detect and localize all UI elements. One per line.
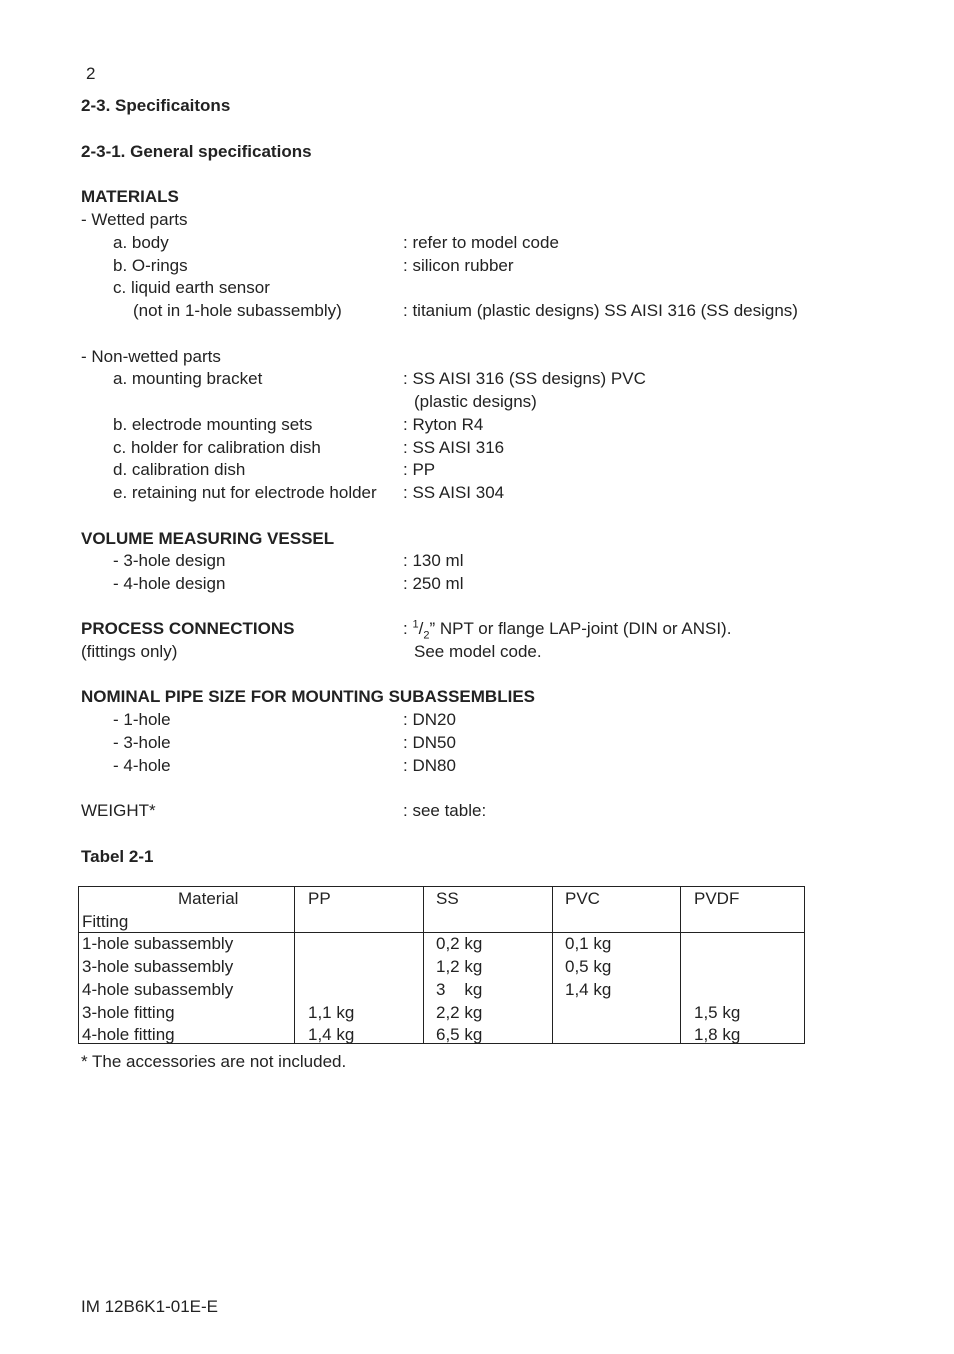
column-divider: [294, 887, 295, 1043]
wetted-item-value: : silicon rubber: [403, 256, 514, 275]
column-header: SS: [436, 889, 459, 908]
pipe-item-value: : DN50: [403, 733, 456, 752]
column-header: PVC: [565, 889, 600, 908]
volume-item-label: - 4-hole design: [113, 574, 226, 593]
process-sublabel: (fittings only): [81, 642, 178, 661]
table-cell: 6,5 kg: [436, 1025, 483, 1044]
non-wetted-item-label: a. mounting bracket: [113, 369, 263, 388]
volume-item-value: : 250 ml: [403, 574, 464, 593]
table-row-name: 1-hole subassembly: [82, 934, 234, 953]
wetted-item-label: c. liquid earth sensor: [113, 278, 270, 297]
table-cell: 0,5 kg: [565, 957, 612, 976]
column-divider: [680, 887, 681, 1043]
volume-item-value: : 130 ml: [403, 551, 464, 570]
process-value-cont: See model code.: [414, 642, 542, 661]
table-row-name: 3-hole fitting: [82, 1003, 175, 1022]
column-header: PVDF: [694, 889, 740, 908]
process-heading: PROCESS CONNECTIONS: [81, 619, 295, 638]
table-cell: 1,4 kg: [308, 1025, 355, 1044]
header-fitting: Fitting: [82, 912, 129, 931]
table-cell: 1,4 kg: [565, 980, 612, 999]
weight-value: : see table:: [403, 801, 487, 820]
wetted-parts-label: - Wetted parts: [81, 210, 188, 229]
column-divider: [552, 887, 553, 1043]
wetted-item-value: : refer to model code: [403, 233, 559, 252]
table-row-name: 4-hole fitting: [82, 1025, 175, 1044]
table-row-name: 3-hole subassembly: [82, 957, 234, 976]
wetted-item-value: : titanium (plastic designs) SS AISI 316 (SS designs): [403, 301, 798, 320]
non-wetted-item-value: : SS AISI 316: [403, 438, 505, 457]
header-material: Material: [178, 889, 239, 908]
pipe-item-label: - 3-hole: [113, 733, 171, 752]
column-divider: [423, 887, 424, 1043]
table-cell: 3 kg: [436, 980, 483, 999]
table-footnote: * The accessories are not included.: [81, 1052, 347, 1071]
section-title: 2-3. Specificaitons: [81, 96, 231, 115]
volume-item-label: - 3-hole design: [113, 551, 226, 570]
pipe-heading: NOMINAL PIPE SIZE FOR MOUNTING SUBASSEMBLIES: [81, 687, 535, 706]
volume-heading: VOLUME MEASURING VESSEL: [81, 529, 335, 548]
document-id-footer: IM 12B6K1-01E-E: [81, 1297, 219, 1316]
non-wetted-item-value: : Ryton R4: [403, 415, 484, 434]
non-wetted-parts-label: - Non-wetted parts: [81, 347, 221, 366]
pipe-item-value: : DN20: [403, 710, 456, 729]
table-caption: Tabel 2-1: [81, 847, 154, 866]
non-wetted-item-value: : SS AISI 304: [403, 483, 505, 502]
pipe-item-label: - 1-hole: [113, 710, 171, 729]
table-cell: 2,2 kg: [436, 1003, 483, 1022]
weight-label: WEIGHT*: [81, 801, 156, 820]
weight-table: [78, 886, 805, 1044]
table-cell: 1,2 kg: [436, 957, 483, 976]
non-wetted-item-label: e. retaining nut for electrode holder: [113, 483, 377, 502]
table-cell: 1,1 kg: [308, 1003, 355, 1022]
wetted-item-label: (not in 1-hole subassembly): [133, 301, 342, 320]
non-wetted-item-label: d. calibration dish: [113, 460, 246, 479]
non-wetted-item-value-cont: (plastic designs): [414, 392, 537, 411]
non-wetted-item-value: : SS AISI 316 (SS designs) PVC: [403, 369, 646, 388]
column-header: PP: [308, 889, 331, 908]
non-wetted-item-label: c. holder for calibration dish: [113, 438, 321, 457]
non-wetted-item-value: : PP: [403, 460, 436, 479]
fraction-denominator: 2: [423, 629, 430, 642]
fraction-numerator: 1: [412, 618, 419, 631]
non-wetted-item-label: b. electrode mounting sets: [113, 415, 313, 434]
table-cell: 1,5 kg: [694, 1003, 741, 1022]
subsection-title: 2-3-1. General specifications: [81, 142, 312, 161]
table-cell: 1,8 kg: [694, 1025, 741, 1044]
materials-heading: MATERIALS: [81, 187, 179, 206]
wetted-item-label: a. body: [113, 233, 169, 252]
pipe-item-value: : DN80: [403, 756, 456, 775]
wetted-item-label: b. O-rings: [113, 256, 188, 275]
table-row-name: 4-hole subassembly: [82, 980, 234, 999]
table-cell: 0,2 kg: [436, 934, 483, 953]
page-number: 2: [86, 64, 96, 83]
process-value: : $^1/_2$” NPT or flange LAP-joint (DIN or ANSI).: [403, 618, 732, 642]
table-cell: 0,1 kg: [565, 934, 612, 953]
pipe-item-label: - 4-hole: [113, 756, 171, 775]
